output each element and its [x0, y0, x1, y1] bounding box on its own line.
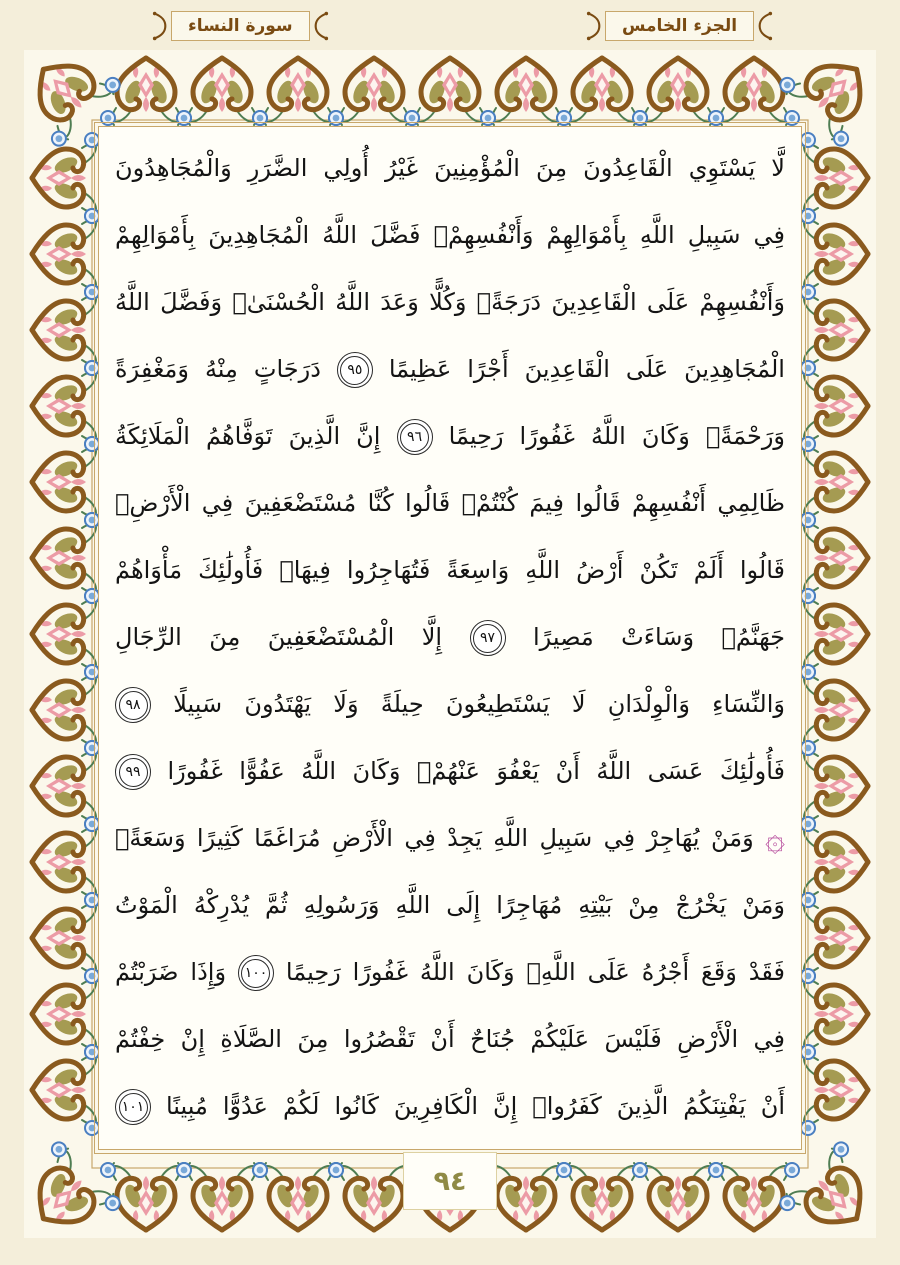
- quran-line-7: [115, 537, 785, 604]
- surah-cartouche: [152, 7, 329, 45]
- ayah-text: وَمَنْ يَخْرُجْ مِنْ بَيْتِهِ مُهَاجِرًا إِلَى اللَّهِ وَرَسُولِهِ ثُمَّ يُدْرِكْهُ الْمَوْتُ: [115, 891, 785, 919]
- cartouche-bracket-icon: [757, 10, 773, 42]
- ayah-text: وَأَنْفُسِهِمْ عَلَى الْقَاعِدِينَ دَرَجَةًۚ وَكُلًّا وَعَدَ اللَّهُ الْحُسْنَىٰۚ وَفَضَّلَ اللَّهُ: [115, 288, 785, 316]
- quran-line-8: [115, 604, 785, 671]
- ayah-text: فَقَدْ وَقَعَ أَجْرُهُ عَلَى اللَّهِۗ وَكَانَ اللَّهُ غَفُورًا رَحِيمًا: [285, 958, 785, 986]
- quran-line-3: [115, 269, 785, 336]
- verse-number: ٩٥: [340, 356, 369, 385]
- ayah-text: إِنَّ الَّذِينَ تَوَفَّاهُمُ الْمَلَائِكَةُ: [115, 422, 381, 450]
- quran-line-1: [115, 135, 785, 202]
- quran-line-13: [115, 939, 785, 1006]
- verse-number: ٩٧: [473, 624, 502, 653]
- quran-line-6: [115, 470, 785, 537]
- quran-line-10: [115, 738, 785, 805]
- page-number: ٩٤: [433, 1165, 467, 1197]
- verse-number-medallion: [115, 754, 151, 790]
- ayah-text: فِي سَبِيلِ اللَّهِ بِأَمْوَالِهِمْ وَأَنْفُسِهِمْۚ فَضَّلَ اللَّهُ الْمُجَاهِدِينَ بِأَمْوَالِهِمْ: [115, 221, 785, 249]
- verse-number: ٩٩: [119, 758, 148, 787]
- quran-line-2: [115, 202, 785, 269]
- quran-line-9: [115, 671, 785, 738]
- cartouche-bracket-icon: [152, 10, 168, 42]
- cartouche-bracket-icon: [586, 10, 602, 42]
- verse-number-medallion: [115, 1089, 151, 1125]
- verse-number-medallion: [115, 687, 151, 723]
- quran-text-panel: [98, 126, 802, 1150]
- verse-number-medallion: [238, 955, 274, 991]
- verse-number-medallion: [337, 352, 373, 388]
- surah-label-box: [171, 11, 310, 41]
- quran-line-4: [115, 336, 785, 403]
- ayah-text: جَهَنَّمُۖ وَسَاءَتْ مَصِيرًا: [532, 623, 785, 651]
- ayah-text: لَّا يَسْتَوِي الْقَاعِدُونَ مِنَ الْمُؤْمِنِينَ غَيْرُ أُولِي الضَّرَرِ وَالْمُجَاهِدُونَ: [115, 154, 785, 182]
- page-number-box: [403, 1152, 497, 1210]
- ayah-text: وَرَحْمَةًۚ وَكَانَ اللَّهُ غَفُورًا رَحِيمًا: [448, 422, 785, 450]
- verse-number-medallion: [470, 620, 506, 656]
- quran-text-block: [115, 135, 785, 1140]
- ayah-text: إِلَّا الْمُسْتَضْعَفِينَ مِنَ الرِّجَالِ: [115, 623, 443, 651]
- verse-number-medallion: [397, 419, 433, 455]
- ayah-text: أَنْ يَفْتِنَكُمُ الَّذِينَ كَفَرُواۚ إِنَّ الْكَافِرِينَ كَانُوا لَكُمْ عَدُوًّا مُبِينًا: [165, 1092, 785, 1120]
- verse-number: ١٠١: [119, 1093, 148, 1122]
- ayah-text: الْمُجَاهِدِينَ عَلَى الْقَاعِدِينَ أَجْرًا عَظِيمًا: [388, 355, 785, 383]
- quran-line-12: [115, 872, 785, 939]
- ayah-text: دَرَجَاتٍ مِنْهُ وَمَغْفِرَةً: [115, 355, 321, 383]
- verse-number: ١٠٠: [241, 959, 270, 988]
- quran-line-14: [115, 1006, 785, 1073]
- cartouche-bracket-icon: [313, 10, 329, 42]
- juz-label: الجزء الخامس: [622, 16, 738, 36]
- quran-line-15: [115, 1073, 785, 1140]
- rub-el-hizb-icon: ۞: [765, 819, 785, 859]
- ayah-text: وَإِذَا ضَرَبْتُمْ: [115, 958, 227, 986]
- ayah-text: قَالُوا أَلَمْ تَكُنْ أَرْضُ اللَّهِ وَاسِعَةً فَتُهَاجِرُوا فِيهَاۚ فَأُولَٰئِكَ مَأْوَاهُمْ: [115, 556, 785, 584]
- ayah-text: وَالنِّسَاءِ وَالْوِلْدَانِ لَا يَسْتَطِيعُونَ حِيلَةً وَلَا يَهْتَدُونَ سَبِيلًا: [173, 690, 785, 718]
- ayah-text: وَمَنْ يُهَاجِرْ فِي سَبِيلِ اللَّهِ يَجِدْ فِي الْأَرْضِ مُرَاغَمًا كَثِيرًا وَسَعَةًۚ: [115, 824, 754, 852]
- juz-cartouche: [586, 7, 773, 45]
- ayah-text: فَأُولَٰئِكَ عَسَى اللَّهُ أَنْ يَعْفُوَ عَنْهُمْۚ وَكَانَ اللَّهُ عَفُوًّا غَفُورًا: [167, 757, 785, 785]
- page-header: [0, 0, 900, 52]
- ayah-text: فِي الْأَرْضِ فَلَيْسَ عَلَيْكُمْ جُنَاحٌ أَنْ تَقْصُرُوا مِنَ الصَّلَاةِ إِنْ خِفْتُمْ: [115, 1025, 785, 1053]
- quran-line-5: [115, 403, 785, 470]
- verse-number: ٩٦: [400, 423, 429, 452]
- ayah-text: ظَالِمِي أَنْفُسِهِمْ قَالُوا فِيمَ كُنْتُمْۖ قَالُوا كُنَّا مُسْتَضْعَفِينَ فِي الْأَرْضِۚ: [115, 489, 785, 517]
- quran-line-11: [115, 805, 785, 872]
- surah-label: سورة النساء: [188, 16, 293, 36]
- verse-number: ٩٨: [119, 691, 148, 720]
- juz-label-box: [605, 11, 754, 41]
